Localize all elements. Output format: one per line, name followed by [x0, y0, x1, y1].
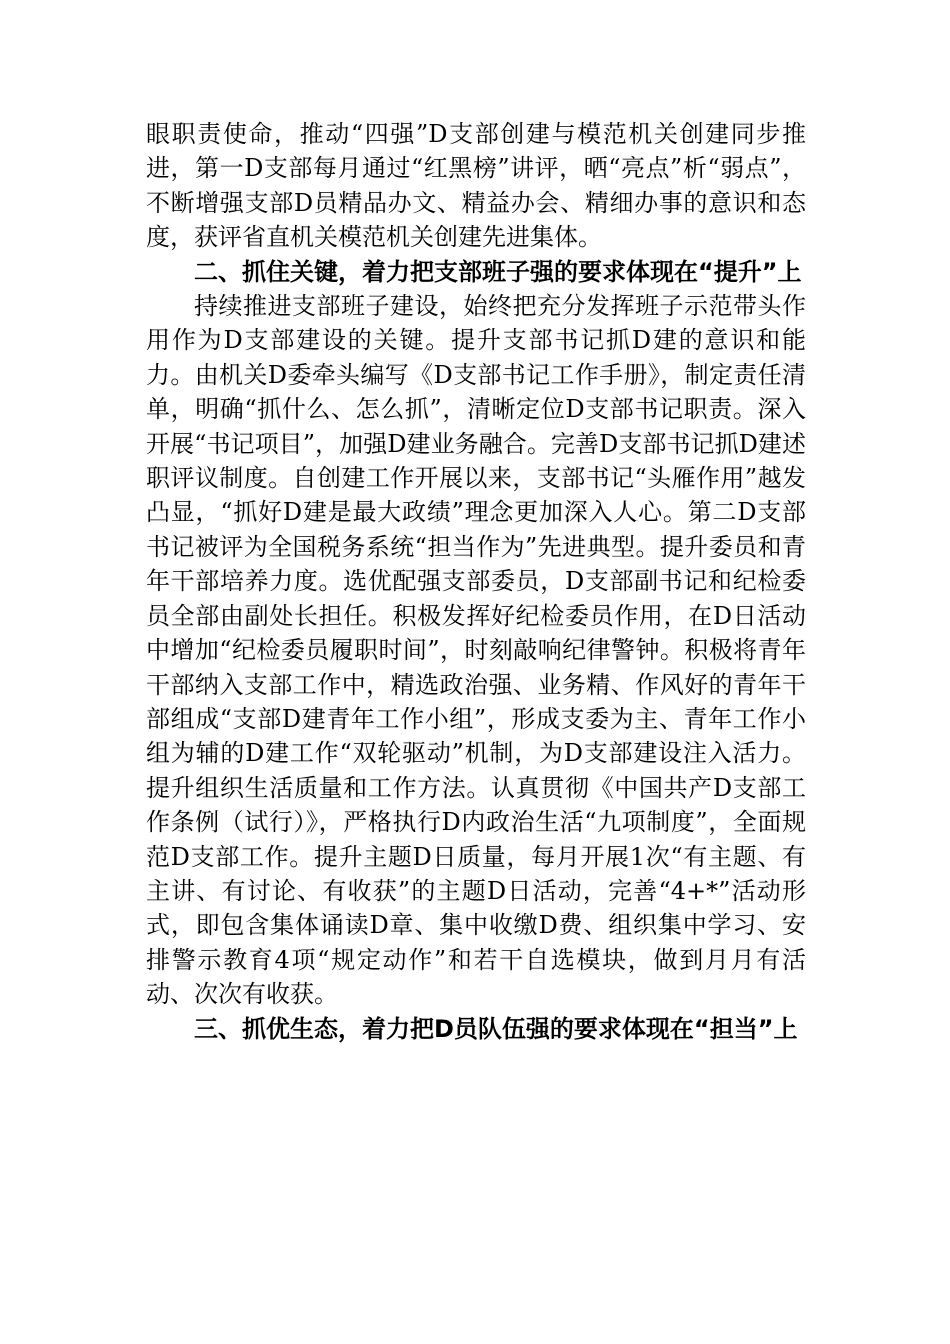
document-page [146, 117, 806, 1046]
paragraph-section-2-body: 持续推进支部班子建设，始终把充分发挥班子示范带头作用作为D支部建设的关键。提升支部书记抓D建的意识和能力。由机关D委牵头编写《D支部书记工作手册》，制定责任清单，明确“抓什么、怎么抓”，清晰定位D支部书记职责。深入开展“书记项目”，加强D建业务融合。完善D支部书记抓D建述职评议制度。自创建工作开展以来，支部书记“头雁作用”越发凸显，“抓好D建是最大政绩”理念更加深入人心。第二D支部书记被评为全国税务系统“担当作为”先进典型。提升委员和青年干部培养力度。选优配强支部委员，D支部副书记和纪检委员全部由副处长担任。积极发挥好纪检委员作用，在D日活动中增加“纪检委员履职时间”，时刻敲响纪律警钟。积极将青年干部纳入支部工作中，精选政治强、业务精、作风好的青年干部组成“支部D建青年工作小组”，形成支委为主、青年工作小组为辅的D建工作“双轮驱动”机制，为D支部建设注入活力。提升组织生活质量和工作方法。认真贯彻《中国共产D支部工作条例（试行）》，严格执行D内政治生活“九项制度”，全面规范D支部工作。提升主题D日质量，每月开展1次“有主题、有主讲、有讨论、有收获”的主题D日活动，完善“4+*”活动形式，即包含集体诵读D章、集中收缴D费、组织集中学习、安排警示教育4项“规定动作”和若干自选模块，做到月月有活动、次次有收获。 [146, 292, 806, 1009]
paragraph-intro: 眼职责使命，推动“四强”D支部创建与模范机关创建同步推进，第一D支部每月通过“红黑榜”讲评，晒“亮点”析“弱点”，不断增强支部D员精品办文、精益办会、精细办事的意识和态度，获评省直机关模范机关创建先进集体。 [146, 120, 806, 252]
section-heading-3: 三、抓优生态，着力把D员队伍强的要求体现在“担当”上 [194, 1014, 798, 1043]
section-heading-2: 二、抓住关键，着力把支部班子强的要求体现在“提升”上 [194, 257, 802, 286]
